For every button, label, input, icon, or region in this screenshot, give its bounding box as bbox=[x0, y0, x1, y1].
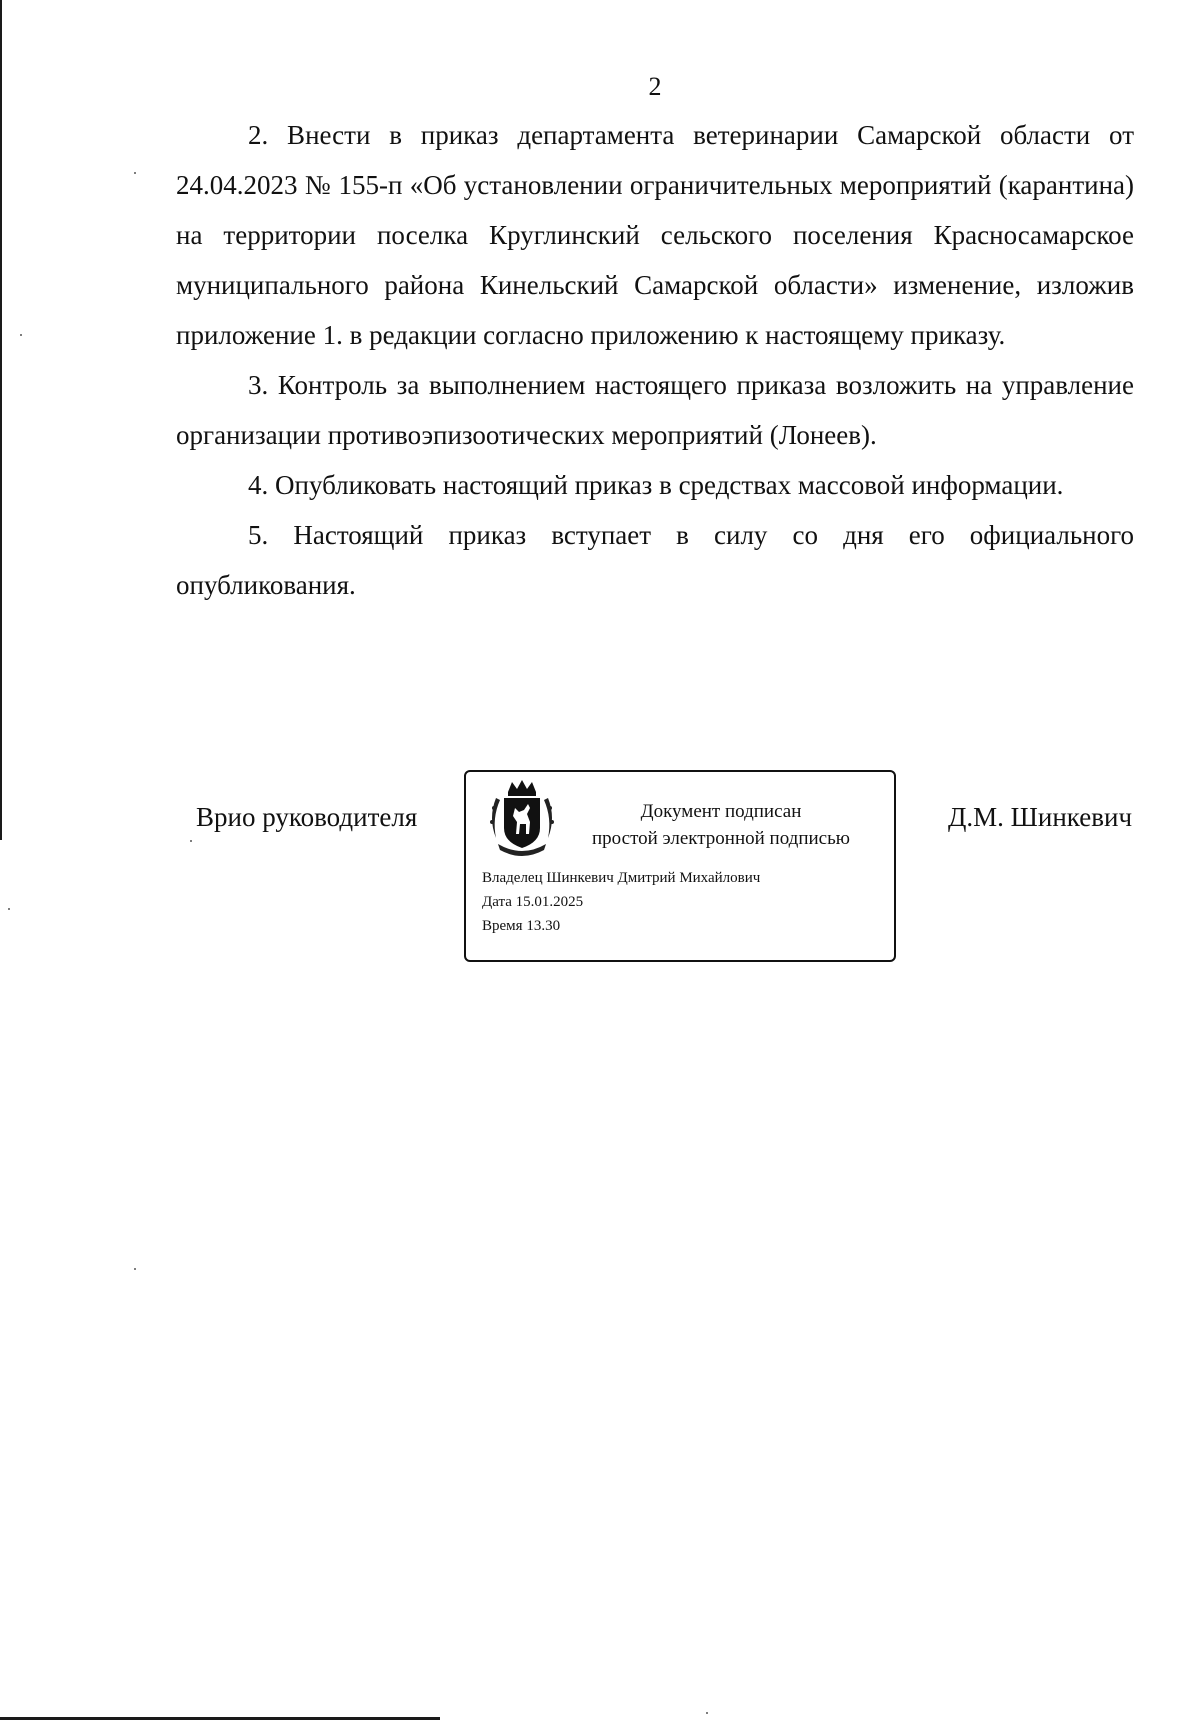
signer-name: Д.М. Шинкевич bbox=[948, 802, 1133, 832]
stamp-time-label: Время bbox=[482, 918, 523, 934]
paragraph-3: 3. Контроль за выполнением настоящего приказа возложить на управление организации противоэпизоотических мероприятий (Лонеев). bbox=[176, 370, 1134, 450]
signer-role: Врио руководителя bbox=[196, 802, 418, 832]
paragraph-2: 2. Внести в приказ департамента ветеринарии Самарской области от 24.04.2023 № 155-п «Об установлении ограничительных мероприятий (карантина) на территории поселка Круглинский сельского поселения Красносамарское муниципального района Кинельский Самарской области» изменение, изложив приложение 1. в редакции согласно приложению к настоящему приказу. bbox=[176, 120, 1134, 350]
scan-speck bbox=[190, 840, 192, 842]
stamp-owner-label: Владелец bbox=[482, 870, 543, 886]
stamp-time-value: 13.30 bbox=[526, 918, 561, 934]
stamp-date-label: Дата bbox=[482, 894, 512, 910]
scan-speck bbox=[20, 334, 22, 336]
scan-speck bbox=[8, 908, 10, 910]
stamp-heading-line-2: простой электронной подписью bbox=[592, 828, 850, 849]
stamp-date-row bbox=[482, 890, 760, 938]
scan-speck bbox=[134, 1268, 136, 1270]
electronic-signature-stamp bbox=[464, 770, 896, 962]
stamp-date-value: 15.01.2025 bbox=[515, 894, 584, 910]
scan-bottom-line bbox=[0, 1717, 440, 1720]
stamp-owner-row bbox=[482, 866, 760, 890]
page-number: 2 bbox=[648, 72, 662, 101]
stamp-heading bbox=[566, 798, 876, 852]
scan-speck bbox=[706, 1712, 708, 1714]
scan-speck bbox=[134, 172, 136, 174]
stamp-owner-name: Шинкевич Дмитрий Михайлович bbox=[546, 870, 761, 886]
paragraph-4: 4. Опубликовать настоящий приказ в средствах массовой информации. bbox=[248, 470, 1064, 500]
stamp-details bbox=[482, 866, 760, 938]
document-body bbox=[176, 110, 1134, 610]
paragraph-5: 5. Настоящий приказ вступает в силу со дня его официального опубликования. bbox=[176, 520, 1134, 600]
stamp-heading-line-1: Документ подписан bbox=[640, 801, 802, 822]
samara-coat-of-arms-icon bbox=[486, 778, 558, 856]
scan-edge-line bbox=[0, 0, 2, 840]
